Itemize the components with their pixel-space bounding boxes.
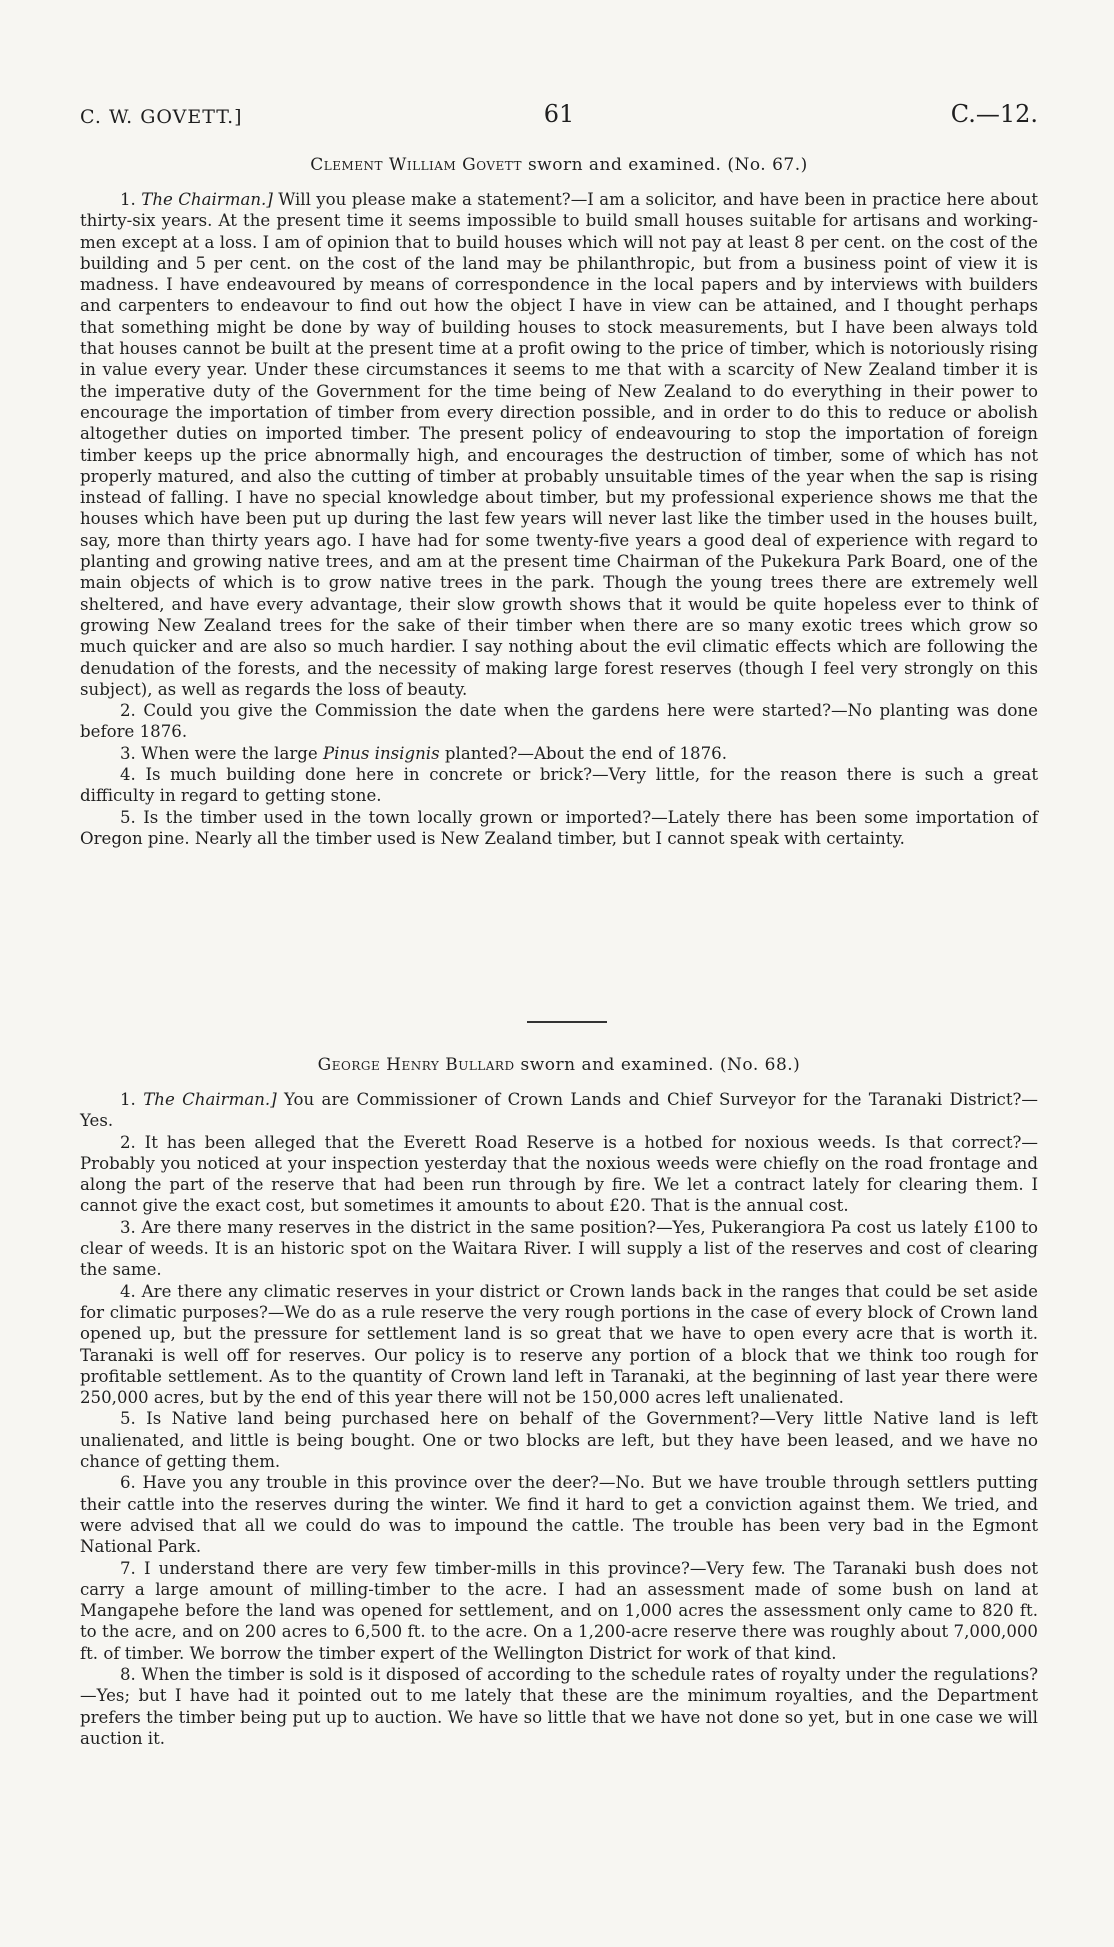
witness-name: Clement William Govett [310,155,523,175]
paragraph [80,189,1038,700]
section-divider [527,1021,607,1023]
paragraph-text: Are there any climatic reserves in your district or Crown lands back in the ranges that could be set aside for climatic purposes?—We do as a rule reserve the very rough portions in the case of every block of Crown land opened up, but the pressure for settlement land is so great that we have to open every acre that is worth it. Taranaki is well off for reserves. Our policy is to reserve any portion of a block that we think too rough for profitable settlement. As to the quantity of Crown land left in Taranaki, at the beginning of last year there were 250,000 acres, but by the end of this year there will not be 150,000 acres left unalienated. [80,1281,1038,1408]
title-number: (No. 67.) [727,155,808,175]
paragraph [80,1408,1038,1472]
paragraph [80,764,1038,807]
question-number: 5. [120,807,136,827]
question-number: 1. [120,1090,136,1109]
section-govett [80,155,1038,849]
paragraph-text: Could you give the Commission the date when the gardens here were started?—No planting was done before 1876. [80,701,1038,742]
section-title [80,155,1038,175]
question-number: 3. [120,1217,136,1237]
speaker-label: The Chairman.] [141,190,273,209]
paragraph [80,807,1038,850]
paragraph-text: When were the large [141,743,318,763]
question-number: 5. [120,1409,136,1429]
paragraph-text: When the timber is sold is it disposed of according to the schedule rates of royalty under the regulations?—Yes; but I have had it pointed out to me lately that these are the minimum royalties, and the Department prefers the timber being put up to auction. We have so little that we have not done so yet, but in one case we will auction it. [80,1665,1039,1748]
paragraph-text: Is Native land being purchased here on behalf of the Government?—Very little Native land is left unalienated, and little is being bought. One or two blocks are left, but they have been leased, and we have no chance of getting them. [80,1409,1038,1472]
title-rest: sworn and examined. [527,155,722,175]
header-left: C. W. GOVETT.] [80,106,243,128]
paragraph-text: Have you any trouble in this province over the deer?—No. But we have trouble through settlers putting their cattle into the reserves during the winter. We find it hard to get a conviction against them. We tried, and were advised that all we could do was to impound the cattle. The trouble has been very bad in the Egmont National Park. [80,1473,1038,1557]
paragraph [80,1281,1038,1409]
page-header [80,100,1038,136]
paragraph [80,1217,1038,1281]
paragraph-text: Is much building done here in concrete or brick?—Very little, for the reason there is such a great difficulty in regard to getting stone. [80,765,1038,806]
header-right: C.—12. [950,100,1038,128]
page-number: 61 [543,100,575,128]
title-number: (No. 68.) [719,1055,801,1075]
paragraph [80,700,1038,743]
paragraph [80,1132,1038,1217]
question-number: 1. [120,190,136,209]
section-bullard [80,1055,1038,1749]
question-number: 3. [120,743,136,763]
paragraph [80,1089,1038,1132]
question-number: 7. [120,1558,136,1578]
paragraph-text: Will you please make a statement?—I am a solicitor, and have been in practice here about thirty-six years. At the present time it seems impossible to build small houses suitable for artisans and working-men except at a loss. I am of opinion that to build houses which will not pay at least 8 per cent. on the cost of the building and 5 per cent. on the cost of the land may be philanthropic, but from a business point of view it is madness. I have endeavoured by means of correspondence in the local papers and by interviews with builders and carpenters to endeavour to find out how the object I have in view can be attained, and I thought perhaps that something might be done by way of building houses to stock measurements, but I have been always told that houses cannot be built at the present time at a profit owing to the price of timber, which is notoriously rising in value every year. Under these circumstances it seems to me that with a scarcity of New Zealand timber it is the imperative duty of the Government for the time being of New Zealand to do everything in their power to encourage the importation of timber from every direction possible, and in order to do this to reduce or abolish altogether duties on imported timber. The present policy of endeavouring to stop the importation of foreign timber keeps up the price abnormally high, and encourages the destruction of timber, some of which has not properly matured, and also the cutting of timber at probably unsuitable times of the year when the sap is rising instead of falling. I have no special knowledge about timber, but my professional experience shows me that the houses which have been put up during the last few years will never last like the timber used in the houses built, say, more than thirty years ago. I have had for some twenty-five years a good deal of experience with regard to planting and growing native trees, and am at the present time Chairman of the Pukekura Park Board, one of the main objects of which is to grow native trees in the park. Though the young trees there are extremely well sheltered, and have every advantage, their slow growth shows that it would be quite hopeless ever to think of growing New Zealand trees for the sake of their timber when there are so many exotic trees which grow so much quicker and are also so much hardier. I say nothing about the evil climatic effects which are following the denudation of the forests, and the necessity of making large forest reserves (though I feel very strongly on this subject), as well as regards the loss of beauty. [80,190,1038,699]
question-number: 2. [120,1132,136,1152]
paragraph [80,1558,1038,1664]
paragraph [80,743,1038,764]
title-rest: sworn and examined. [520,1055,714,1075]
paragraph-text: I understand there are very few timber-mills in this province?—Very few. The Taranaki bush does not carry a large amount of milling-timber to the acre. I had an assessment made of some bush on land at Mangapehe before the land was opened for settlement, and on 1,000 acres the assessment only came to 820 ft. to the acre, and on 200 acres to 6,500 ft. to the acre. On a 1,200-acre reserve there was roughly about 7,000,000 ft. of timber. We borrow the timber expert of the Wellington District for work of that kind. [80,1558,1039,1663]
witness-name: George Henry Bullard [317,1055,515,1075]
question-number: 4. [120,1281,136,1301]
paragraph [80,1472,1038,1557]
speaker-label: The Chairman.] [143,1090,277,1109]
paragraph [80,1664,1038,1749]
question-number: 2. [120,701,136,721]
section-title [80,1055,1038,1075]
question-number: 6. [120,1473,136,1493]
paragraph-text: It has been alleged that the Everett Road Reserve is a hotbed for noxious weeds. Is that correct?—Probably you noticed at your inspection yesterday that the noxious weeds were chiefly on the road frontage and along the part of the reserve that had been run through by fire. We let a contract lately for clearing them. I cannot give the exact cost, but sometimes it amounts to about £20. That is the annual cost. [80,1132,1038,1216]
species-name: Pinus insignis [323,743,440,763]
paragraph-text: Is the timber used in the town locally grown or imported?—Lately there has been some importation of Oregon pine. Nearly all the timber used is New Zealand timber, but I cannot speak with certainty. [80,807,1038,848]
paragraph-text: You are Commissioner of Crown Lands and Chief Surveyor for the Taranaki District?—Yes. [80,1090,1038,1131]
paragraph-text: Are there many reserves in the district in the same position?—Yes, Pukerangiora Pa cost us lately £100 to clear of weeds. It is an historic spot on the Waitara River. I will supply a list of the reserves and cost of clearing the same. [80,1217,1038,1280]
question-number: 8. [120,1665,136,1685]
question-number: 4. [120,765,136,785]
paragraph-text: planted?—About the end of 1876. [444,743,727,763]
